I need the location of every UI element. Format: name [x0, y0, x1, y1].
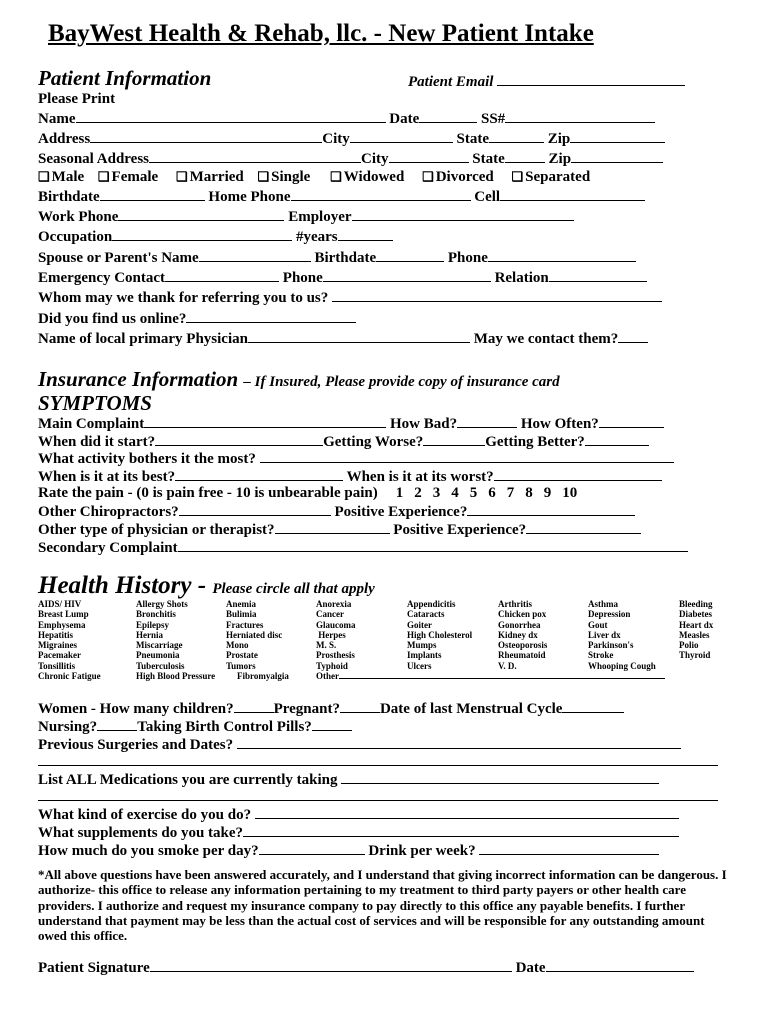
children-label: Women - How many children?	[38, 701, 234, 717]
condition-item[interactable]: Thyroid	[679, 650, 711, 661]
how-bad-label: How Bad?	[390, 416, 458, 432]
main-complaint-field[interactable]	[144, 414, 386, 428]
condition-item[interactable]: Measles	[679, 629, 710, 640]
female-checkbox[interactable]: ❑ Female	[98, 169, 158, 185]
pain-8[interactable]: 8	[525, 485, 533, 501]
referral-field[interactable]	[332, 288, 662, 302]
signature-field[interactable]	[150, 958, 512, 972]
nursing-row	[38, 717, 738, 736]
supplements-row	[38, 823, 738, 842]
how-often-label: How Often?	[520, 416, 599, 432]
how-bad-field[interactable]	[457, 414, 517, 428]
best-row	[38, 467, 738, 486]
condition-item[interactable]: Emphysema	[38, 619, 86, 630]
widowed-checkbox[interactable]: ❑ Widowed	[330, 169, 404, 185]
home-phone-label: Home Phone	[208, 189, 291, 205]
condition-item[interactable]: Pneumonia	[136, 650, 180, 661]
main-complaint-row	[38, 414, 738, 433]
how-often-field[interactable]	[599, 414, 664, 428]
pain-5[interactable]: 5	[469, 485, 478, 501]
condition-column-8	[679, 599, 713, 661]
form-title: BayWest Health & Rehab, llc. - New Patient Intake	[48, 20, 594, 47]
please-print: Please Print	[38, 91, 116, 107]
start-label: When did it start?	[38, 434, 156, 450]
signature-row	[38, 958, 738, 977]
insurance-heading	[38, 367, 560, 392]
best-label: When is it at its best?	[38, 469, 176, 485]
status-row	[38, 169, 738, 186]
activity-field[interactable]	[260, 449, 674, 463]
condition-item[interactable]: Asthma	[588, 599, 619, 609]
other-type-field[interactable]	[275, 520, 390, 534]
physician-label: Name of local primary Physician	[38, 331, 248, 347]
nursing-label: Nursing?	[38, 719, 98, 735]
male-checkbox[interactable]: ❑ Male	[38, 169, 84, 185]
spouse-row	[38, 248, 738, 267]
other-type-label: Other type of physician or therapist?	[38, 522, 275, 538]
seasonal-label: Seasonal Address	[38, 151, 150, 167]
main-complaint-label: Main Complaint	[38, 416, 145, 432]
emergency-field[interactable]	[165, 268, 279, 282]
single-checkbox[interactable]: ❑ Single	[257, 169, 310, 185]
condition-item[interactable]: Prosthesis	[316, 650, 355, 661]
other-type-row	[38, 520, 738, 539]
condition-item[interactable]: Bleeding	[679, 599, 713, 609]
patient-info-heading: Patient Information	[38, 66, 212, 90]
pain-4[interactable]: 4	[451, 485, 459, 501]
better-label: Getting Better?	[485, 434, 585, 450]
exercise-field[interactable]	[255, 805, 679, 819]
work-phone-label: Work Phone	[38, 209, 119, 225]
city-label: City	[322, 131, 350, 147]
pain-1[interactable]: 1	[395, 485, 404, 501]
chiro-label: Other Chiropractors?	[38, 504, 179, 520]
positive-label-2: Positive Experience?	[393, 522, 527, 538]
signature-label: Patient Signature	[38, 960, 150, 976]
condition-item[interactable]: Other	[316, 671, 339, 682]
contact-label: May we contact them?	[473, 331, 619, 347]
married-checkbox[interactable]: ❑ Married	[176, 169, 244, 185]
positive-field[interactable]	[467, 502, 635, 516]
children-field[interactable]	[234, 699, 274, 713]
medications-field[interactable]	[341, 770, 659, 784]
zip-field[interactable]	[570, 129, 665, 143]
chiro-field[interactable]	[179, 502, 331, 516]
positive-field-2[interactable]	[526, 520, 641, 534]
city-label: City	[361, 151, 389, 167]
employer-label: Employer	[288, 209, 352, 225]
condition-item[interactable]: Chronic Fatigue	[38, 671, 101, 682]
spouse-birthdate-label: Birthdate	[314, 250, 377, 266]
condition-item[interactable]: Liver dx	[588, 629, 621, 640]
condition-item[interactable]: Breast Lump	[38, 609, 89, 620]
condition-item[interactable]: Stroke	[588, 650, 614, 661]
condition-item[interactable]: Ulcers	[407, 660, 432, 671]
surgeries-line-2[interactable]	[38, 765, 718, 766]
relation-label: Relation	[494, 270, 549, 286]
condition-column-3	[226, 599, 289, 681]
condition-column-6	[498, 599, 547, 671]
spouse-label: Spouse or Parent's Name	[38, 250, 199, 266]
secondary-field[interactable]	[178, 538, 688, 552]
email-row	[408, 72, 718, 91]
insurance-title: Insurance Information	[38, 367, 239, 391]
condition-column-2	[136, 599, 215, 681]
other-condition-field[interactable]	[339, 671, 665, 679]
separated-checkbox[interactable]: ❑ Separated	[512, 169, 591, 185]
chiro-row	[38, 502, 738, 521]
ss-field[interactable]	[505, 109, 655, 123]
condition-item[interactable]: Heart dx	[679, 619, 714, 630]
surgeries-field[interactable]	[237, 735, 681, 749]
worse-label: Getting Worse?	[323, 434, 424, 450]
medications-row	[38, 770, 738, 789]
condition-item[interactable]: High Cholesterol	[407, 629, 473, 640]
seasonal-state-field[interactable]	[505, 149, 545, 163]
work-phone-field[interactable]	[118, 207, 284, 221]
emergency-phone-label: Phone	[282, 270, 323, 286]
home-phone-field[interactable]	[291, 187, 471, 201]
pain-3[interactable]: 3	[432, 485, 441, 501]
birth-control-field[interactable]	[312, 717, 352, 731]
smoke-field[interactable]	[259, 841, 365, 855]
condition-item[interactable]: Polio	[679, 640, 699, 651]
insurance-note: – If Insured, Please provide copy of insurance card	[243, 374, 560, 390]
state-label: State	[456, 131, 489, 147]
condition-item[interactable]: Gonorrhea	[498, 619, 541, 630]
best-field[interactable]	[175, 467, 343, 481]
spouse-field[interactable]	[199, 248, 311, 262]
divorced-checkbox[interactable]: ❑ Divorced	[422, 169, 494, 185]
address-field[interactable]	[90, 129, 322, 143]
health-heading	[38, 572, 375, 600]
positive-label: Positive Experience?	[334, 504, 468, 520]
condition-item[interactable]: Bulimia	[226, 609, 257, 620]
symptoms-heading: SYMPTOMS	[38, 391, 152, 415]
state-field[interactable]	[489, 129, 544, 143]
seasonal-field[interactable]	[149, 149, 361, 163]
drink-field[interactable]	[479, 841, 659, 855]
condition-item[interactable]: Bronchitis	[136, 609, 176, 620]
smoke-row	[38, 841, 738, 860]
condition-item[interactable]: High Blood Pressure	[136, 671, 216, 682]
email-label: Patient Email	[408, 74, 494, 90]
condition-item[interactable]: Mono	[226, 640, 249, 651]
occupation-label: Occupation	[38, 229, 113, 245]
secondary-row	[38, 538, 738, 557]
condition-item[interactable]: Arthritis	[498, 599, 532, 609]
condition-item[interactable]: Prostate	[226, 650, 258, 661]
condition-item[interactable]: Fibromyalgia	[237, 671, 289, 682]
referral-row	[38, 288, 738, 307]
medications-line-2[interactable]	[38, 800, 718, 801]
worst-label: When is it at its worst?	[346, 469, 494, 485]
occupation-field[interactable]	[112, 227, 292, 241]
years-label: #years	[295, 229, 338, 245]
zip-label: Zip	[548, 151, 572, 167]
smoke-label: How much do you smoke per day?	[38, 843, 259, 859]
condition-item[interactable]: Miscarriage	[136, 640, 183, 651]
pain-scale-row	[38, 485, 738, 502]
condition-item[interactable]: M. S.	[316, 640, 337, 651]
spouse-phone-field[interactable]	[488, 248, 636, 262]
condition-item[interactable]: Glaucoma	[316, 619, 356, 630]
condition-item[interactable]: Mumps	[407, 640, 437, 651]
surgeries-label: Previous Surgeries and Dates?	[38, 737, 234, 753]
employer-field[interactable]	[352, 207, 574, 221]
pain-7[interactable]: 7	[506, 485, 515, 501]
condition-item[interactable]: Chicken pox	[498, 609, 547, 620]
date-field[interactable]	[419, 109, 477, 123]
women-row	[38, 699, 738, 718]
birth-control-label: Taking Birth Control Pills?	[137, 719, 312, 735]
activity-row	[38, 449, 738, 468]
pain-9[interactable]: 9	[543, 485, 552, 501]
years-field[interactable]	[338, 227, 393, 241]
better-field[interactable]	[585, 432, 649, 446]
birthdate-field[interactable]	[100, 187, 205, 201]
condition-column-5	[407, 599, 472, 671]
online-field[interactable]	[186, 309, 356, 323]
nursing-field[interactable]	[97, 717, 137, 731]
condition-item[interactable]: Cancer	[316, 609, 344, 620]
condition-item[interactable]: Cataracts	[407, 609, 445, 620]
contact-field[interactable]	[618, 329, 648, 343]
health-subtitle: Please circle all that apply	[212, 581, 375, 597]
exercise-row	[38, 805, 738, 824]
condition-item[interactable]: Hernia	[136, 629, 163, 640]
name-field[interactable]	[76, 109, 386, 123]
seasonal-row	[38, 149, 738, 168]
worst-field[interactable]	[494, 467, 662, 481]
address-row	[38, 129, 738, 148]
pain-6[interactable]: 6	[488, 485, 496, 501]
worse-field[interactable]	[423, 432, 485, 446]
birthdate-row	[38, 187, 738, 206]
state-label: State	[472, 151, 505, 167]
cycle-label: Date of last Menstrual Cycle	[379, 701, 563, 717]
seasonal-city-field[interactable]	[389, 149, 469, 163]
condition-item[interactable]: Allergy Shots	[136, 599, 188, 609]
condition-item[interactable]: Diabetes	[679, 609, 712, 620]
pregnant-label: Pregnant?	[273, 701, 340, 717]
condition-item[interactable]: Tumors	[226, 660, 256, 671]
start-field[interactable]	[155, 432, 323, 446]
name-row	[38, 109, 738, 128]
condition-column-1	[38, 599, 101, 681]
condition-item[interactable]: Epilepsy	[136, 619, 170, 630]
condition-item[interactable]: Herniated disc	[226, 629, 283, 640]
pregnant-field[interactable]	[340, 699, 380, 713]
email-field[interactable]	[497, 72, 685, 86]
zip-label: Zip	[547, 131, 571, 147]
drink-label: Drink per week?	[368, 843, 476, 859]
activity-label: What activity bothers it the most?	[38, 451, 256, 467]
occupation-row	[38, 227, 738, 246]
work-row	[38, 207, 738, 226]
condition-item[interactable]: Gout	[588, 619, 608, 630]
date-label: Date	[389, 111, 420, 127]
condition-item[interactable]: Herpes	[316, 629, 346, 640]
signature-date-label: Date	[515, 960, 546, 976]
condition-item[interactable]: Tonsillitis	[38, 660, 76, 671]
online-label: Did you find us online?	[38, 311, 187, 327]
condition-item[interactable]: Pacemaker	[38, 650, 81, 661]
condition-item[interactable]: Implants	[407, 650, 442, 661]
condition-item[interactable]: Fractures	[226, 619, 264, 630]
cell-label: Cell	[474, 189, 501, 205]
cell-field[interactable]	[500, 187, 645, 201]
physician-field[interactable]	[248, 329, 470, 343]
emergency-row	[38, 268, 738, 287]
pain-2[interactable]: 2	[414, 485, 422, 501]
condition-item[interactable]: Parkinson's	[588, 640, 634, 651]
supplements-field[interactable]	[243, 823, 679, 837]
condition-item[interactable]: Tuberculosis	[136, 660, 185, 671]
condition-item[interactable]: Rheumatoid	[498, 650, 546, 661]
secondary-label: Secondary Complaint	[38, 540, 178, 556]
condition-item[interactable]: Depression	[588, 609, 631, 620]
condition-item[interactable]: Appendicitis	[407, 599, 456, 609]
exercise-label: What kind of exercise do you do?	[38, 807, 252, 823]
spouse-phone-label: Phone	[447, 250, 488, 266]
condition-item[interactable]: Goiter	[407, 619, 432, 630]
city-field[interactable]	[350, 129, 453, 143]
condition-item[interactable]: AIDS/ HIV	[38, 599, 82, 609]
condition-item[interactable]: Anorexia	[316, 599, 352, 609]
surgeries-row	[38, 735, 738, 754]
supplements-label: What supplements do you take?	[38, 825, 244, 841]
seasonal-zip-field[interactable]	[571, 149, 663, 163]
signature-date-field[interactable]	[546, 958, 694, 972]
condition-item[interactable]: Migraines	[38, 640, 77, 651]
birthdate-label: Birthdate	[38, 189, 100, 205]
condition-item[interactable]: Osteoporosis	[498, 640, 548, 651]
online-row	[38, 309, 738, 328]
condition-item[interactable]: Typhoid	[316, 660, 348, 671]
spouse-birthdate-field[interactable]	[376, 248, 444, 262]
relation-field[interactable]	[549, 268, 647, 282]
condition-item[interactable]: Anemia	[226, 599, 256, 609]
pain-scale-label: Rate the pain - (0 is pain free - 10 is unbearable pain)	[38, 485, 378, 501]
emergency-label: Emergency Contact	[38, 270, 166, 286]
pain-10[interactable]: 10	[562, 485, 578, 501]
condition-item[interactable]: Kidney dx	[498, 629, 538, 640]
cycle-field[interactable]	[562, 699, 624, 713]
address-label: Address	[38, 131, 91, 147]
health-title: Health History -	[38, 572, 207, 599]
condition-item[interactable]: Whooping Cough	[588, 660, 656, 671]
condition-column-7	[588, 599, 656, 671]
name-label: Name	[38, 111, 76, 127]
physician-row	[38, 329, 738, 348]
disclaimer: *All above questions have been answered accurately, and I understand that giving incorrect information can be dangerous. I authorize- this office to release any information pertaining to my treatment to third party payers or other health care providers. I authorize and request my insurance company to pay directly to this office any payable benefits. I further understand that payment may be less than the actual cost of services and will be responsible for any outstanding amount owed this office.	[38, 867, 727, 944]
emergency-phone-field[interactable]	[323, 268, 491, 282]
referral-label: Whom may we thank for referring you to us?	[38, 290, 329, 306]
condition-item[interactable]: V. D.	[498, 660, 517, 671]
other-condition-row	[316, 671, 665, 681]
medications-label: List ALL Medications you are currently taking	[38, 772, 338, 788]
ss-label: SS#	[481, 111, 506, 127]
condition-item[interactable]: Hepatitis	[38, 629, 73, 640]
